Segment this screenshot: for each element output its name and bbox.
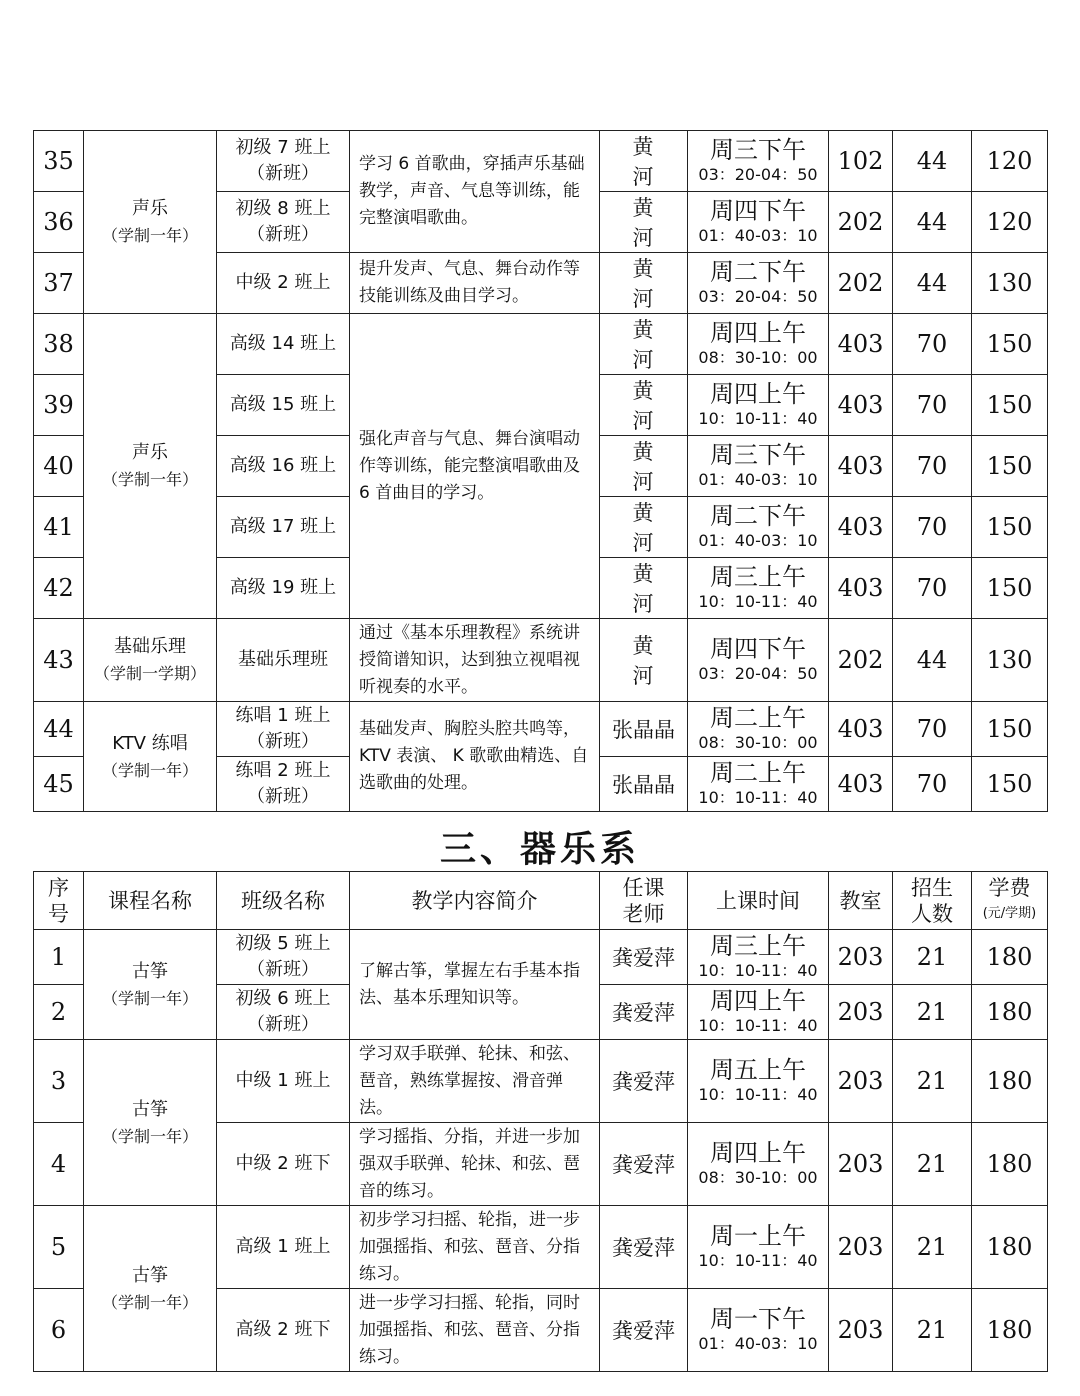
class-hours: 10：10-11：40 [698,1251,818,1270]
class-title: 中级 2 班下 [235,1153,331,1174]
class-hours: 08：30-10：00 [698,1168,818,1187]
course-description: 初步学习扫摇、轮指，进一步加强摇指、和弦、琶音、分指练习。 [350,1206,600,1289]
class-hours: 01：40-03：10 [698,531,818,550]
class-day: 周一下午 [710,1305,806,1333]
row-number: 3 [34,1040,84,1123]
enrollment-count: 21 [893,985,972,1040]
class-note: （新班） [247,163,319,184]
class-day: 周二上午 [710,704,806,732]
class-name [217,985,350,1040]
class-name [217,1289,350,1372]
class-name [217,1206,350,1289]
class-time [688,375,829,436]
header-count: 招生人数 [893,872,972,930]
course-name [84,1040,217,1206]
class-title: 练唱 2 班上 [235,760,331,781]
class-time [688,558,829,619]
instrument-schedule-table [33,871,1048,1372]
teacher-name: 黄河 [600,436,688,497]
class-name [217,375,350,436]
enrollment-count: 70 [893,497,972,558]
class-name [217,436,350,497]
class-title: 高级 2 班下 [235,1319,331,1340]
classroom: 403 [829,757,893,812]
class-hours: 10：10-11：40 [698,961,818,980]
course-name [84,702,217,812]
enrollment-count: 21 [893,1040,972,1123]
course-description: 了解古筝，掌握左右手基本指法、基本乐理知识等。 [350,930,600,1040]
class-day: 周三上午 [710,563,806,591]
class-name [217,314,350,375]
class-name [217,253,350,314]
table-row [34,619,1048,702]
class-hours: 10：10-11：40 [698,592,818,611]
tuition-fee: 180 [972,1206,1048,1289]
course-title: KTV 练唱 [112,732,188,754]
enrollment-count: 70 [893,558,972,619]
class-name [217,930,350,985]
header-content: 教学内容简介 [350,872,600,930]
row-number: 2 [34,985,84,1040]
course-title: 古筝 [132,1264,168,1286]
course-description: 通过《基本乐理教程》系统讲授简谱知识，达到独立视唱视听视奏的水平。 [350,619,600,702]
class-hours: 10：10-11：40 [698,1085,818,1104]
tuition-fee: 180 [972,1123,1048,1206]
class-name [217,1040,350,1123]
class-note: （新班） [247,786,319,807]
tuition-fee: 180 [972,930,1048,985]
table-row [34,1040,1048,1123]
header-fee-unit: (元/学期) [982,905,1037,921]
class-hours: 01：40-03：10 [698,226,818,245]
enrollment-count: 70 [893,436,972,497]
class-time [688,253,829,314]
table-header-row [34,872,1048,930]
tuition-fee: 150 [972,436,1048,497]
header-fee-label: 学费 [988,875,1031,900]
enrollment-count: 44 [893,253,972,314]
course-description: 学习 6 首歌曲，穿插声乐基础教学，声音、气息等训练，能完整演唱歌曲。 [350,131,600,253]
course-title: 声乐 [132,442,168,463]
teacher-name: 黄河 [600,131,688,192]
class-hours: 10：10-11：40 [698,1016,818,1035]
class-time [688,757,829,812]
class-hours: 03：20-04：50 [698,664,818,683]
table-row [34,314,1048,375]
class-title: 高级 17 班上 [229,516,337,537]
row-number: 39 [34,375,84,436]
class-title: 初级 6 班上 [235,988,331,1009]
enrollment-count: 21 [893,1289,972,1372]
tuition-fee: 120 [972,192,1048,253]
course-description: 学习双手联弹、轮抹、和弦、琶音，熟练掌握按、滑音弹法。 [350,1040,600,1123]
tuition-fee: 150 [972,314,1048,375]
class-title: 练唱 1 班上 [235,705,331,726]
course-description: 学习摇指、分指，并进一步加强双手联弹、轮抹、和弦、琶音的练习。 [350,1123,600,1206]
class-title: 初级 8 班上 [235,198,331,219]
row-number: 6 [34,1289,84,1372]
enrollment-count: 70 [893,375,972,436]
enrollment-count: 70 [893,702,972,757]
classroom: 403 [829,375,893,436]
table-row [34,1206,1048,1289]
classroom: 202 [829,253,893,314]
tuition-fee: 180 [972,1040,1048,1123]
classroom: 403 [829,558,893,619]
header-class: 班级名称 [217,872,350,930]
teacher-name: 龚爱萍 [600,985,688,1040]
course-title: 声乐 [132,198,168,219]
row-number: 43 [34,619,84,702]
class-title: 基础乐理班 [238,649,328,670]
row-number: 35 [34,131,84,192]
course-description: 进一步学习扫摇、轮指，同时加强摇指、和弦、琶音、分指练习。 [350,1289,600,1372]
class-time [688,930,829,985]
classroom: 202 [829,619,893,702]
section-title: 三、器乐系 [439,828,640,870]
teacher-name: 黄河 [600,497,688,558]
enrollment-count: 44 [893,619,972,702]
class-name [217,619,350,702]
class-note: （新班） [247,224,319,245]
class-note: （新班） [247,1014,319,1035]
row-number: 41 [34,497,84,558]
class-time [688,1206,829,1289]
class-time [688,436,829,497]
table-row [34,702,1048,757]
class-name [217,131,350,192]
class-day: 周四上午 [710,319,806,347]
classroom: 102 [829,131,893,192]
teacher-name: 龚爱萍 [600,1123,688,1206]
row-number: 36 [34,192,84,253]
course-duration: （学制一年） [101,1126,198,1146]
class-day: 周四上午 [710,1139,806,1167]
course-name [84,1206,217,1372]
class-hours: 03：20-04：50 [698,287,818,306]
tuition-fee: 150 [972,757,1048,812]
tuition-fee: 150 [972,558,1048,619]
header-time: 上课时间 [688,872,829,930]
classroom: 403 [829,314,893,375]
teacher-name: 黄河 [600,253,688,314]
teacher-name: 黄河 [600,375,688,436]
class-note: （新班） [247,959,319,980]
class-hours: 08：30-10：00 [698,348,818,367]
row-number: 4 [34,1123,84,1206]
class-note: （新班） [247,731,319,752]
class-hours: 03：20-04：50 [698,165,818,184]
header-course: 课程名称 [84,872,217,930]
class-title: 高级 1 班上 [235,1236,331,1257]
class-title: 中级 2 班上 [235,272,331,293]
row-number: 5 [34,1206,84,1289]
course-title: 古筝 [132,960,168,982]
teacher-name: 龚爱萍 [600,1040,688,1123]
teacher-name: 张晶晶 [600,757,688,812]
classroom: 403 [829,497,893,558]
row-number: 37 [34,253,84,314]
row-number: 42 [34,558,84,619]
class-name [217,757,350,812]
class-hours: 01：40-03：10 [698,1334,818,1353]
table-row [34,131,1048,192]
enrollment-count: 70 [893,757,972,812]
class-day: 周四下午 [710,635,806,663]
tuition-fee: 120 [972,131,1048,192]
course-duration: （学制一年） [101,1292,198,1312]
enrollment-count: 70 [893,314,972,375]
class-time [688,131,829,192]
enrollment-count: 44 [893,192,972,253]
class-day: 周二上午 [710,759,806,787]
course-duration: （学制一年） [101,226,198,245]
classroom: 203 [829,985,893,1040]
teacher-name: 龚爱萍 [600,1289,688,1372]
teacher-name: 张晶晶 [600,702,688,757]
class-day: 周四下午 [710,197,806,225]
tuition-fee: 180 [972,1289,1048,1372]
class-hours: 08：30-10：00 [698,733,818,752]
class-day: 周四上午 [710,380,806,408]
tuition-fee: 180 [972,985,1048,1040]
class-time [688,192,829,253]
teacher-name: 黄河 [600,314,688,375]
class-name [217,1123,350,1206]
teacher-name: 龚爱萍 [600,930,688,985]
course-name [84,314,217,619]
enrollment-count: 21 [893,1206,972,1289]
classroom: 203 [829,1289,893,1372]
course-description: 基础发声、胸腔头腔共鸣等，KTV 表演、 K 歌歌曲精选、自选歌曲的处理。 [350,702,600,812]
class-day: 周三上午 [710,932,806,960]
classroom: 203 [829,1123,893,1206]
teacher-name: 黄河 [600,192,688,253]
table-row [34,930,1048,985]
row-number: 45 [34,757,84,812]
tuition-fee: 130 [972,253,1048,314]
class-time [688,702,829,757]
class-day: 周四上午 [710,987,806,1015]
row-number: 1 [34,930,84,985]
header-teacher: 任课老师 [600,872,688,930]
classroom: 403 [829,702,893,757]
classroom: 203 [829,930,893,985]
class-day: 周三下午 [710,441,806,469]
classroom: 203 [829,1040,893,1123]
enrollment-count: 21 [893,1123,972,1206]
class-title: 初级 7 班上 [235,137,331,158]
class-hours: 10：10-11：40 [698,409,818,428]
class-title: 初级 5 班上 [235,933,331,954]
class-day: 周二下午 [710,502,806,530]
teacher-name: 黄河 [600,619,688,702]
row-number: 40 [34,436,84,497]
class-name [217,702,350,757]
vocal-schedule-table [33,130,1048,812]
course-duration: （学制一年） [101,988,198,1008]
course-description: 强化声音与气息、舞台演唱动作等训练，能完整演唱歌曲及 6 首曲目的学习。 [350,314,600,619]
header-fee [972,872,1048,930]
class-hours: 01：40-03：10 [698,470,818,489]
class-title: 高级 16 班上 [229,455,337,476]
class-time [688,1123,829,1206]
tuition-fee: 150 [972,702,1048,757]
enrollment-count: 44 [893,131,972,192]
course-duration: （学制一年） [101,470,198,489]
tuition-fee: 150 [972,497,1048,558]
class-name [217,558,350,619]
class-title: 高级 15 班上 [229,394,337,415]
class-name [217,497,350,558]
tuition-fee: 150 [972,375,1048,436]
class-day: 周三下午 [710,136,806,164]
class-day: 周二下午 [710,258,806,286]
course-description: 提升发声、气息、舞台动作等技能训练及曲目学习。 [350,253,600,314]
class-title: 高级 19 班上 [229,577,337,598]
classroom: 203 [829,1206,893,1289]
class-time [688,1289,829,1372]
course-duration: （学制一学期） [93,664,206,683]
class-time [688,619,829,702]
classroom: 403 [829,436,893,497]
class-time [688,1040,829,1123]
header-no: 序号 [34,872,84,930]
class-time [688,497,829,558]
class-name [217,192,350,253]
class-hours: 10：10-11：40 [698,788,818,807]
class-day: 周五上午 [710,1056,806,1084]
enrollment-count: 21 [893,930,972,985]
header-room: 教室 [829,872,893,930]
tuition-fee: 130 [972,619,1048,702]
course-title: 古筝 [132,1098,168,1120]
classroom: 202 [829,192,893,253]
teacher-name: 黄河 [600,558,688,619]
row-number: 38 [34,314,84,375]
course-duration: （学制一年） [101,760,198,780]
class-day: 周一上午 [710,1222,806,1250]
class-title: 高级 14 班上 [229,333,337,354]
teacher-name: 龚爱萍 [600,1206,688,1289]
class-time [688,314,829,375]
course-name [84,619,217,702]
course-name [84,930,217,1040]
row-number: 44 [34,702,84,757]
class-time [688,985,829,1040]
course-title: 基础乐理 [114,636,186,657]
course-name [84,131,217,314]
class-title: 中级 1 班上 [235,1070,331,1091]
